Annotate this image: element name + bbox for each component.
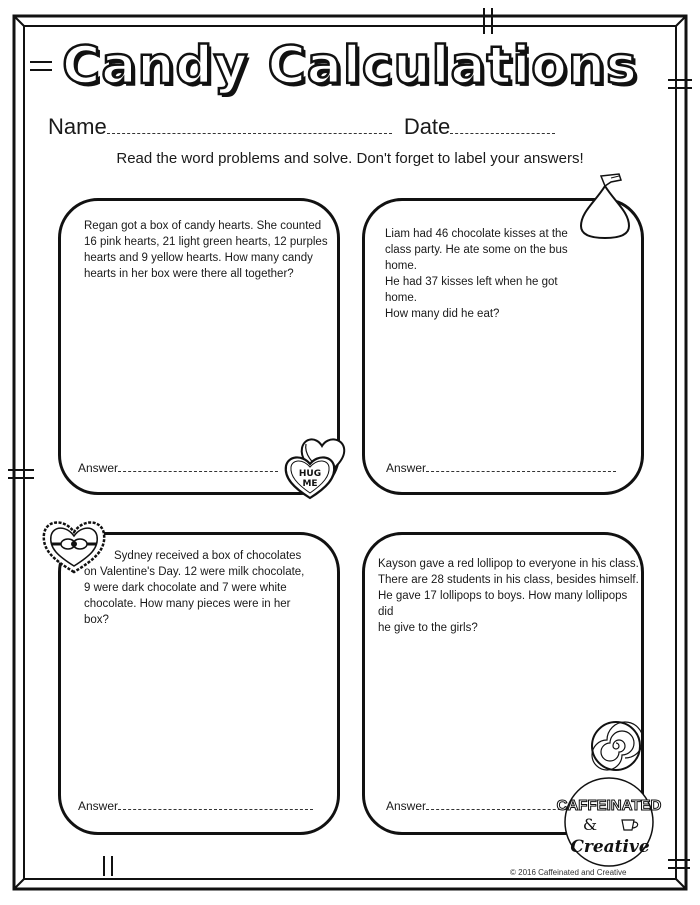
problem-3-text — [84, 548, 334, 628]
problem-3-line: on Valentine's Day. 12 were milk chocolate, — [84, 566, 305, 578]
conversation-hearts-icon — [278, 428, 360, 500]
problem-4-line: There are 28 students in his class, besides himself. — [378, 574, 639, 586]
problem-1-line: Regan got a box of candy hearts. She counted — [84, 220, 322, 232]
problem-1-line: hearts and 9 yellow hearts. How many candy — [84, 252, 313, 264]
heart-chocolate-box-icon — [38, 514, 110, 576]
problem-3-line: 9 were dark chocolate and 7 were white — [84, 582, 287, 594]
instructions: Read the word problems and solve. Don't forget to label your answers! — [116, 150, 584, 167]
chocolate-kiss-icon — [575, 172, 635, 240]
heart-text-hug: HUG — [298, 469, 322, 479]
answer-label: Answer — [78, 461, 119, 475]
copyright-text: © 2016 Caffeinated and Creative — [510, 868, 627, 877]
name-date-line — [48, 114, 555, 140]
problem-1-line: 16 pink hearts, 21 light green hearts, 12 purples — [84, 236, 328, 248]
answer-blank[interactable] — [426, 460, 616, 472]
problem-2-text — [385, 226, 585, 322]
name-blank[interactable] — [107, 115, 392, 134]
answer-label: Answer — [386, 461, 427, 475]
problem-2-line: He had 37 kisses left when he got home. — [385, 276, 558, 304]
date-label: Date — [403, 114, 451, 139]
problem-2-line: class party. He ate some on the bus home. — [385, 244, 568, 272]
swirl-lollipop-icon — [588, 718, 644, 774]
problem-3-answer — [78, 798, 313, 813]
name-label: Name — [48, 114, 107, 139]
problem-1-line: hearts in her box were there all together? — [84, 268, 294, 280]
problem-2-line: How many did he eat? — [385, 308, 500, 320]
problem-4-text — [378, 556, 640, 636]
brand-text-ampersand: & — [582, 815, 598, 834]
worksheet-title: Candy Calculations — [62, 36, 638, 96]
caffeinated-creative-logo — [554, 776, 664, 868]
problem-4-answer — [386, 798, 576, 813]
problem-4-line: he give to the girls? — [378, 622, 478, 634]
answer-label: Answer — [78, 799, 119, 813]
problem-3-line: Sydney received a box of chocolates — [114, 550, 302, 562]
heart-text-me: ME — [302, 479, 318, 489]
problem-3-line: chocolate. How many pieces were in her — [84, 598, 291, 610]
problem-2-answer — [386, 460, 616, 475]
problem-4-line: Kayson gave a red lollipop to everyone in his class. — [378, 558, 639, 570]
brand-text-caffeinated: CAFFEINATED — [556, 797, 662, 814]
problem-2-line: Liam had 46 chocolate kisses at the — [385, 228, 568, 240]
answer-blank[interactable] — [118, 460, 278, 472]
brand-text-creative: Creative — [570, 837, 650, 857]
date-blank[interactable] — [450, 115, 555, 134]
answer-blank[interactable] — [118, 798, 313, 810]
answer-label: Answer — [386, 799, 427, 813]
problem-4-line: He gave 17 lollipops to boys. How many lollipops did — [378, 590, 628, 618]
problem-1-answer — [78, 460, 278, 475]
problem-1-text — [84, 218, 334, 282]
problem-3-line: box? — [84, 614, 109, 626]
